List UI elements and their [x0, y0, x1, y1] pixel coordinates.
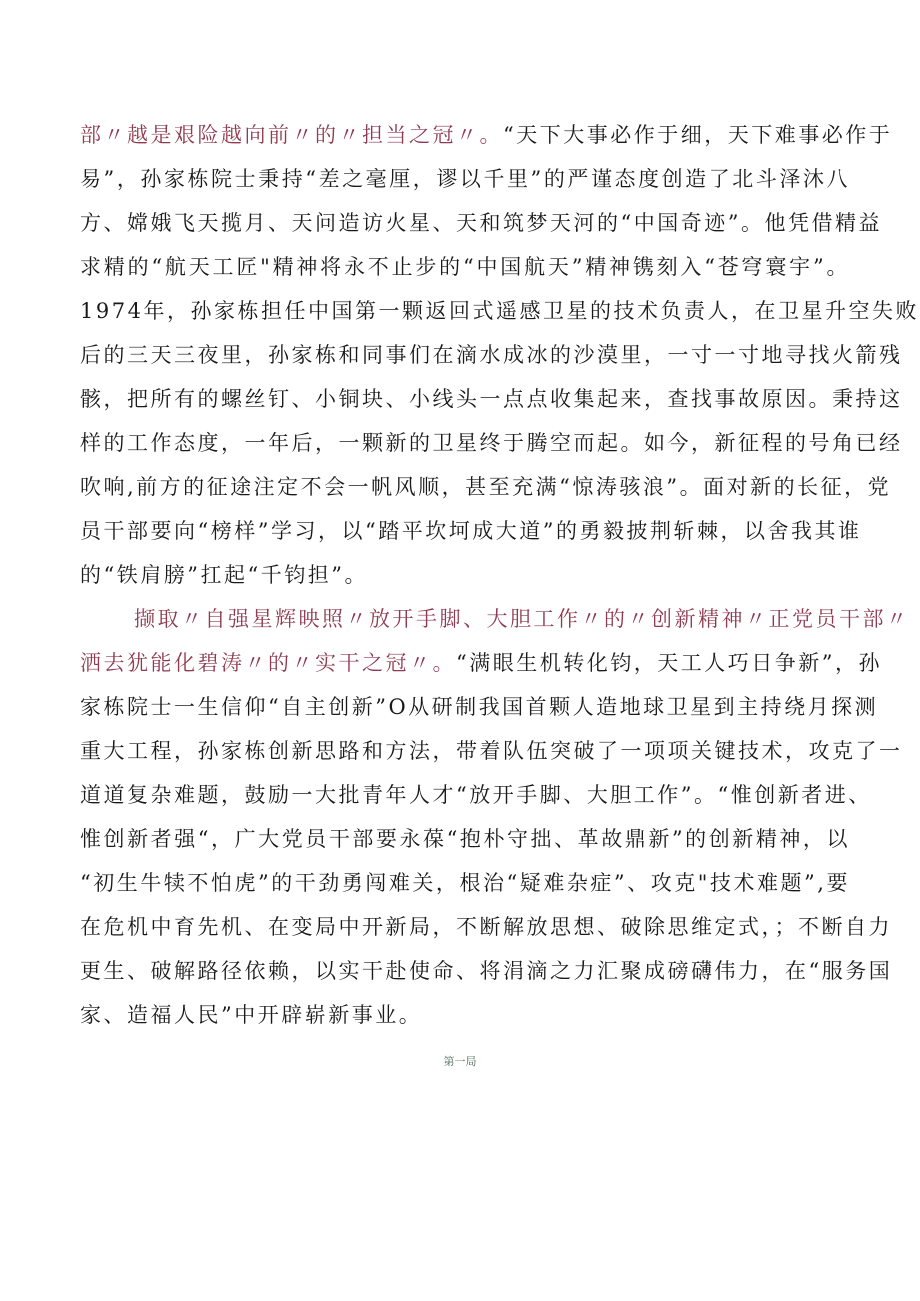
- text-line: [80, 113, 893, 157]
- text-line: 骸，把所有的螺丝钉、小铜块、小线头一点点收集起来，查找事故原因。秉持这: [80, 387, 903, 411]
- text-line: 1974年，孙家栋担任中国第一颗返回式遥感卫星的技术负责人，在卫星升空失败: [80, 299, 919, 323]
- text-line: 样的工作态度，一年后，一颗新的卫星终于腾空而起。如今，新征程的号角已经: [80, 431, 903, 455]
- page-footer: 第一局: [443, 1055, 477, 1068]
- text-line: 更生、破解路径依赖，以实干赴使命、将涓滴之力汇聚成磅礴伟力，在“服务国: [80, 959, 893, 983]
- text-line: 员干部要向“榜样”学习，以“踏平坎坷成大道”的勇毅披荆斩棘，以舍我其谁: [80, 519, 862, 543]
- text-line: 撷取〃自强星辉映照〃放开手脚、大胆工作〃的〃创新精神〃正党员干部〃: [134, 607, 910, 631]
- text-line: 的“铁肩膀”扛起“千钧担”。: [80, 563, 368, 587]
- text-line: 吹响,前方的征途注定不会一帆风顺，甚至充满“惊涛骇浪”。面对新的长征，党: [80, 475, 892, 499]
- text-line: 家栋院士一生信仰“自主创新”O从研制我国首颗人造地球卫星到主持绕月探测: [80, 695, 879, 719]
- text-line: 在危机中育先机、在变局中开新局，不断解放思想、破除思维定式，；不断自力: [80, 915, 892, 939]
- text-line: 易”，孙家栋院士秉持“差之毫厘，谬以千里”的严谨态度创造了北斗泽沐八: [80, 167, 850, 191]
- highlight-text: 部〃越是艰险越向前〃的〃担当之冠〃。: [80, 123, 503, 147]
- body-text: “满眼生机转化钧，天工人巧日争新”，孙: [456, 651, 882, 675]
- text-line: 家、造福人民”中开辟崭新事业。: [80, 1003, 423, 1027]
- text-line: 后的三天三夜里，孙家栋和同事们在滴水成冰的沙漠里，一寸一寸地寻找火箭残: [80, 343, 903, 367]
- text-line: [80, 641, 882, 685]
- text-line: 重大工程，孙家栋创新思路和方法，带着队伍突破了一项项关键技术，攻克了一: [80, 739, 903, 763]
- text-line: 方、嫦娥飞天揽月、天问造访火星、天和筑梦天河的“中国奇迹”。他凭借精益: [80, 211, 882, 235]
- text-line: 道道复杂难题，鼓励一大批青年人才“放开手脚、大胆工作”。“惟创新者进、: [80, 783, 872, 807]
- highlight-text: 洒去犹能化碧涛〃的〃实干之冠〃。: [80, 651, 456, 675]
- text-line: 求精的“航天工匠"精神将永不止步的“中国航天”精神镌刻入“苍穹寰宇”。: [80, 255, 850, 279]
- text-line: “初生牛犊不怕虎”的干劲勇闯难关，根治“疑难杂症”、攻克"技术难题”,要: [80, 871, 850, 895]
- body-text: “天下大事必作于细，天下难事必作于: [503, 123, 893, 147]
- text-line: 惟创新者强“，广大党员干部要永葆“抱朴守拙、革故鼎新”的创新精神，以: [80, 827, 850, 851]
